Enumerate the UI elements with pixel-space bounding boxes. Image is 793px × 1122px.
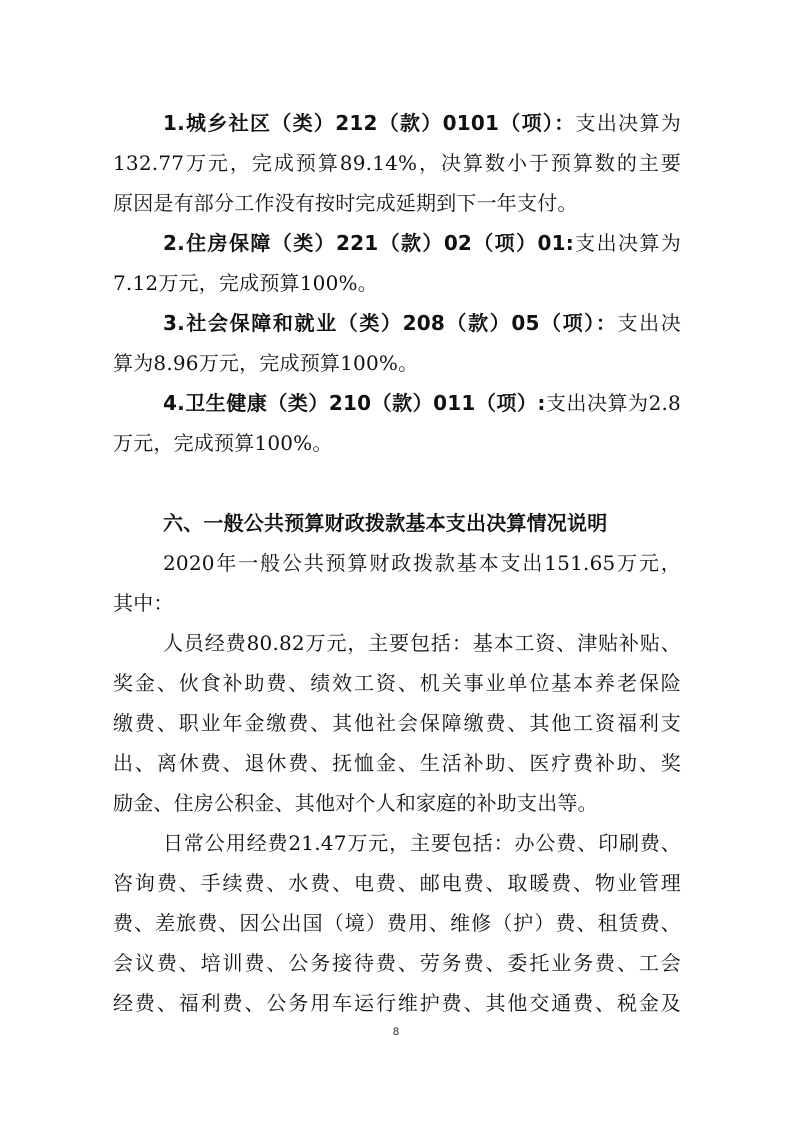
intro-line-2: 其中： (113, 591, 174, 615)
intro-line-1: 2020年一般公共预算财政拨款基本支出151.65万元， (163, 551, 681, 575)
item-3-line-2: 算为8.96万元，完成预算100%。 (113, 351, 419, 375)
item-4-first-line (163, 383, 681, 423)
personnel-line-4: 出、离休费、退休费、抚恤金、生活补助、医疗费补助、奖 (113, 751, 681, 775)
item-3-text-start: 支出决 (617, 311, 681, 335)
item-3-first-line (163, 303, 681, 343)
item-3-heading: 3.社会保障和就业（类）208（款）05（项）： (163, 311, 618, 335)
item-2-text-start: 支出决算为 (573, 231, 682, 255)
personnel-line-5: 励金、住房公积金、其他对个人和家庭的补助支出等。 (113, 791, 598, 815)
personnel-line-1: 人员经费80.82万元，主要包括：基本工资、津贴补贴、 (163, 631, 681, 655)
item-4-heading: 4.卫生健康（类）210（款）011（项）: (163, 391, 546, 415)
public-line-5: 经费、福利费、公务用车运行维护费、其他交通费、税金及 (113, 991, 681, 1015)
page-number: 8 (392, 1026, 400, 1038)
public-line-3: 费、差旅费、因公出国（境）费用、维修（护）费、租赁费、 (113, 911, 681, 935)
item-1-line-2: 132.77万元，完成预算89.14%，决算数小于预算数的主要 (113, 151, 681, 175)
item-2-first-line (163, 223, 681, 263)
public-line-4: 会议费、培训费、公务接待费、劳务费、委托业务费、工会 (113, 951, 681, 975)
item-4-text-start: 支出决算为2.8 (545, 391, 681, 415)
item-1-line-3: 原因是有部分工作没有按时完成延期到下一年支付。 (113, 191, 578, 215)
public-line-2: 咨询费、手续费、水费、电费、邮电费、取暖费、物业管理 (113, 871, 681, 895)
item-2-line-2: 7.12万元，完成预算100%。 (113, 271, 378, 295)
item-1-heading: 1.城乡社区（类）212（款）0101（项）： (163, 111, 576, 135)
item-2-heading: 2.住房保障（类）221（款）02（项）01: (163, 231, 574, 255)
item-4-line-2: 万元，完成预算100%。 (113, 431, 333, 455)
item-1-text-start: 支出决算为 (575, 111, 682, 135)
public-line-1: 日常公用经费21.47万元，主要包括：办公费、印刷费、 (163, 831, 681, 855)
personnel-line-2: 奖金、伙食补助费、绩效工资、机关事业单位基本养老保险 (113, 671, 681, 695)
section-title: 六、一般公共预算财政拨款基本支出决算情况说明 (163, 511, 608, 535)
personnel-line-3: 缴费、职业年金缴费、其他社会保障缴费、其他工资福利支 (113, 711, 681, 735)
item-1-first-line (163, 103, 681, 143)
